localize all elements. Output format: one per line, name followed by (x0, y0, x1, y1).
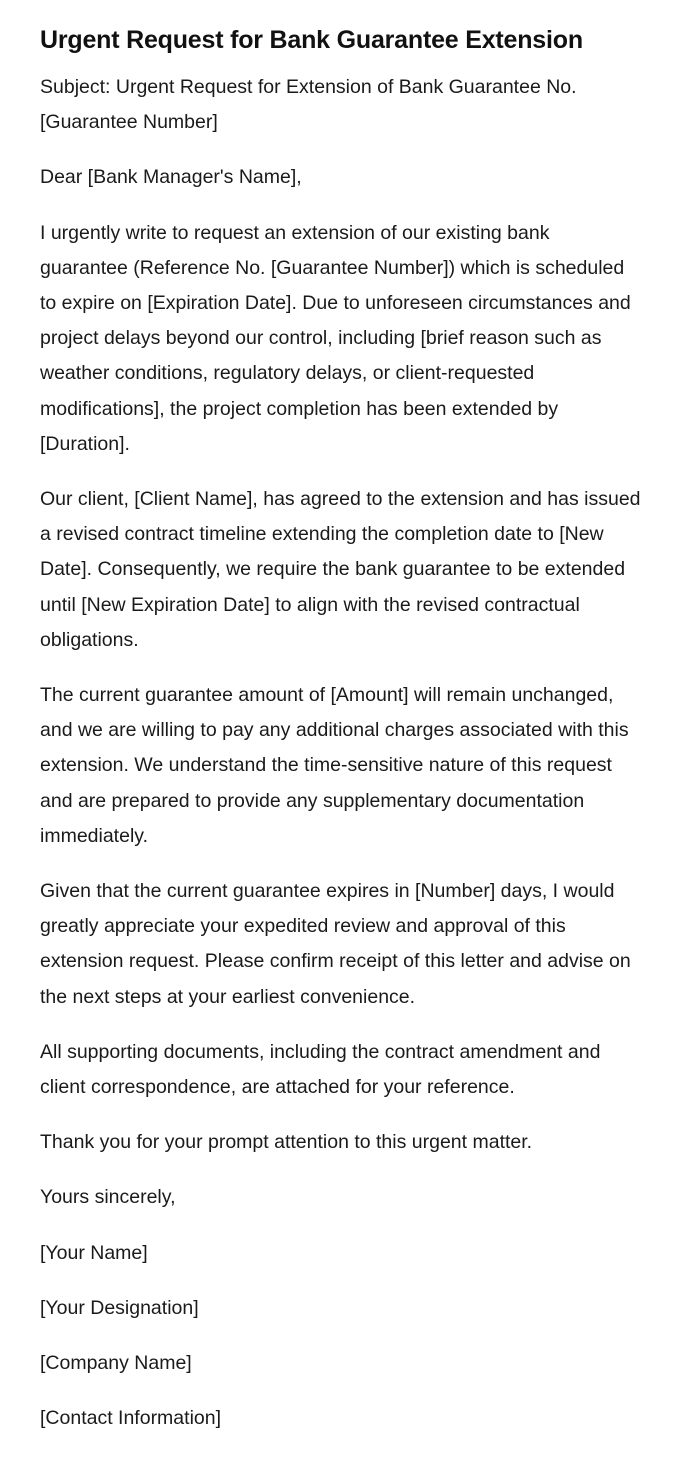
signature-designation: [Your Designation] (40, 1296, 199, 1319)
body-paragraph-attachments: All supporting documents, including the contract amendment and client correspondence, are attached for your reference. (40, 1040, 601, 1099)
body-paragraph-expedite: Given that the current guarantee expires in [Number] days, I would greatly appreciate your expedited review and approval of this extension request. Please confirm receipt of this letter and advise on the next steps at your earliest convenience. (40, 880, 631, 1008)
salutation: Dear [Bank Manager's Name], (40, 166, 302, 189)
subject-line: Subject: Urgent Request for Extension of Bank Guarantee No. [Guarantee Number] (40, 76, 577, 134)
signature-name: [Your Name] (40, 1241, 148, 1264)
closing: Yours sincerely, (40, 1186, 176, 1209)
body-paragraph-thanks: Thank you for your prompt attention to this urgent matter. (40, 1131, 533, 1154)
signature-company: [Company Name] (40, 1352, 192, 1375)
letter-title: Urgent Request for Bank Guarantee Extension (40, 26, 583, 54)
signature-contact: [Contact Information] (40, 1407, 222, 1430)
body-paragraph-amount: The current guarantee amount of [Amount] will remain unchanged, and we are willing to pay any additional charges associated with this extension. We understand the time-sensitive nature of this request and are prepared to provide any supplementary documentation immediately. (40, 684, 629, 847)
body-paragraph-client: Our client, [Client Name], has agreed to the extension and has issued a revised contract timeline extending the completion date to [New Date]. Consequently, we require the bank guarantee to be extended until [New Expiration Date] to align with the revised contractual obligations. (40, 488, 641, 651)
body-paragraph-request: I urgently write to request an extension of our existing bank guarantee (Reference No. [Guarantee Number]) which is scheduled to expire on [Expiration Date]. Due to unforeseen circumstances and project delays beyond our control, including [brief reason such as weather conditions, regulatory delays, or client-requested modifications], the project completion has been extended by [Duration]. (40, 221, 631, 455)
